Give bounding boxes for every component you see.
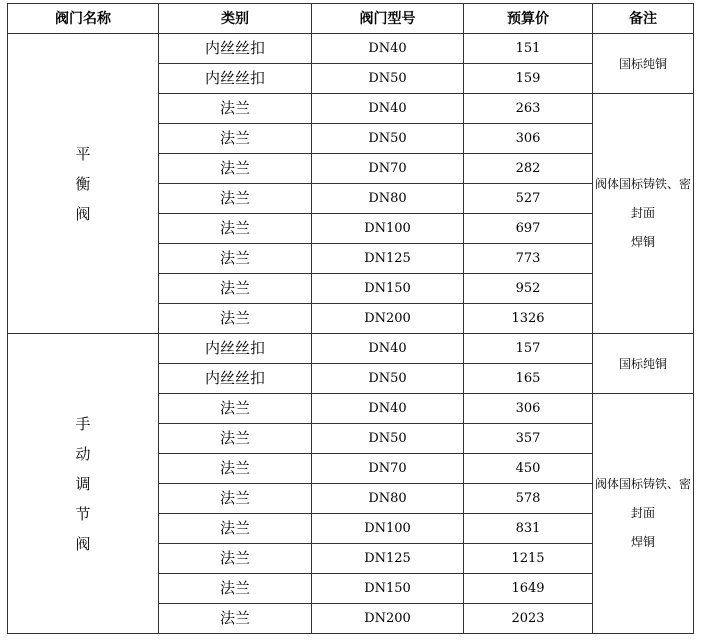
category-cell: 法兰 xyxy=(159,604,312,634)
remark-line: 焊铜 xyxy=(630,535,655,549)
category-cell: 内丝丝扣 xyxy=(159,364,312,394)
price-cell: 306 xyxy=(464,124,593,154)
valve-name-cell xyxy=(8,334,159,634)
category-cell: 法兰 xyxy=(159,454,312,484)
price-cell: 831 xyxy=(464,514,593,544)
price-cell: 527 xyxy=(464,184,593,214)
model-cell: DN100 xyxy=(312,214,464,244)
price-cell: 450 xyxy=(464,454,593,484)
model-cell: DN70 xyxy=(312,154,464,184)
model-cell: DN200 xyxy=(312,304,464,334)
category-cell: 法兰 xyxy=(159,94,312,124)
model-cell: DN50 xyxy=(312,124,464,154)
model-cell: DN80 xyxy=(312,484,464,514)
model-cell: DN50 xyxy=(312,424,464,454)
price-cell: 697 xyxy=(464,214,593,244)
category-cell: 法兰 xyxy=(159,244,312,274)
model-cell: DN80 xyxy=(312,184,464,214)
category-cell: 法兰 xyxy=(159,124,312,154)
price-cell: 1326 xyxy=(464,304,593,334)
model-cell: DN40 xyxy=(312,94,464,124)
model-cell: DN150 xyxy=(312,274,464,304)
category-cell: 法兰 xyxy=(159,484,312,514)
table-body xyxy=(8,34,694,634)
category-cell: 法兰 xyxy=(159,304,312,334)
valve-name-char: 平 xyxy=(75,144,91,163)
valve-name-char: 衡 xyxy=(75,174,91,193)
valve-name-char: 动 xyxy=(75,444,91,463)
valve-name-char: 阀 xyxy=(75,204,91,223)
price-cell: 1215 xyxy=(464,544,593,574)
header-row xyxy=(8,4,694,34)
price-cell: 2023 xyxy=(464,604,593,634)
category-cell: 内丝丝扣 xyxy=(159,334,312,364)
header-remarks: 备注 xyxy=(593,4,694,34)
model-cell: DN150 xyxy=(312,574,464,604)
table-row xyxy=(8,334,694,364)
model-cell: DN50 xyxy=(312,364,464,394)
table-row xyxy=(8,34,694,64)
price-cell: 952 xyxy=(464,274,593,304)
price-cell: 165 xyxy=(464,364,593,394)
header-valve-model: 阀门型号 xyxy=(312,4,464,34)
price-cell: 159 xyxy=(464,64,593,94)
price-cell: 578 xyxy=(464,484,593,514)
model-cell: DN40 xyxy=(312,394,464,424)
category-cell: 法兰 xyxy=(159,574,312,604)
price-cell: 1649 xyxy=(464,574,593,604)
valve-name-char: 阀 xyxy=(75,534,91,553)
model-cell: DN200 xyxy=(312,604,464,634)
model-cell: DN100 xyxy=(312,514,464,544)
price-cell: 773 xyxy=(464,244,593,274)
remark-flanged-cell xyxy=(593,94,694,334)
model-cell: DN70 xyxy=(312,454,464,484)
remark-line: 焊铜 xyxy=(630,235,655,249)
category-cell: 法兰 xyxy=(159,514,312,544)
category-cell: 法兰 xyxy=(159,184,312,214)
category-cell: 法兰 xyxy=(159,544,312,574)
header-valve-name: 阀门名称 xyxy=(8,4,159,34)
category-cell: 内丝丝扣 xyxy=(159,34,312,64)
category-cell: 法兰 xyxy=(159,274,312,304)
price-cell: 306 xyxy=(464,394,593,424)
price-cell: 263 xyxy=(464,94,593,124)
category-cell: 法兰 xyxy=(159,214,312,244)
valve-price-table xyxy=(7,3,694,634)
header-budget-price: 预算价 xyxy=(464,4,593,34)
remark-line: 封面 xyxy=(630,206,655,220)
valve-name-char: 节 xyxy=(75,504,91,523)
price-cell: 151 xyxy=(464,34,593,64)
model-cell: DN40 xyxy=(312,34,464,64)
header-category: 类别 xyxy=(159,4,312,34)
remark-threaded-cell: 国标纯铜 xyxy=(593,34,694,94)
remark-line: 阀体国标铸铁、密 xyxy=(594,177,691,191)
valve-name-cell xyxy=(8,34,159,334)
model-cell: DN125 xyxy=(312,544,464,574)
valve-name-char: 手 xyxy=(75,414,91,433)
remark-line: 封面 xyxy=(630,506,655,520)
price-cell: 157 xyxy=(464,334,593,364)
price-cell: 282 xyxy=(464,154,593,184)
valve-name-char: 调 xyxy=(75,474,91,493)
category-cell: 法兰 xyxy=(159,394,312,424)
category-cell: 法兰 xyxy=(159,424,312,454)
model-cell: DN125 xyxy=(312,244,464,274)
remark-flanged-cell xyxy=(593,394,694,634)
model-cell: DN50 xyxy=(312,64,464,94)
remark-line: 阀体国标铸铁、密 xyxy=(594,477,691,491)
category-cell: 法兰 xyxy=(159,154,312,184)
category-cell: 内丝丝扣 xyxy=(159,64,312,94)
remark-threaded-cell: 国标纯铜 xyxy=(593,334,694,394)
model-cell: DN40 xyxy=(312,334,464,364)
price-cell: 357 xyxy=(464,424,593,454)
